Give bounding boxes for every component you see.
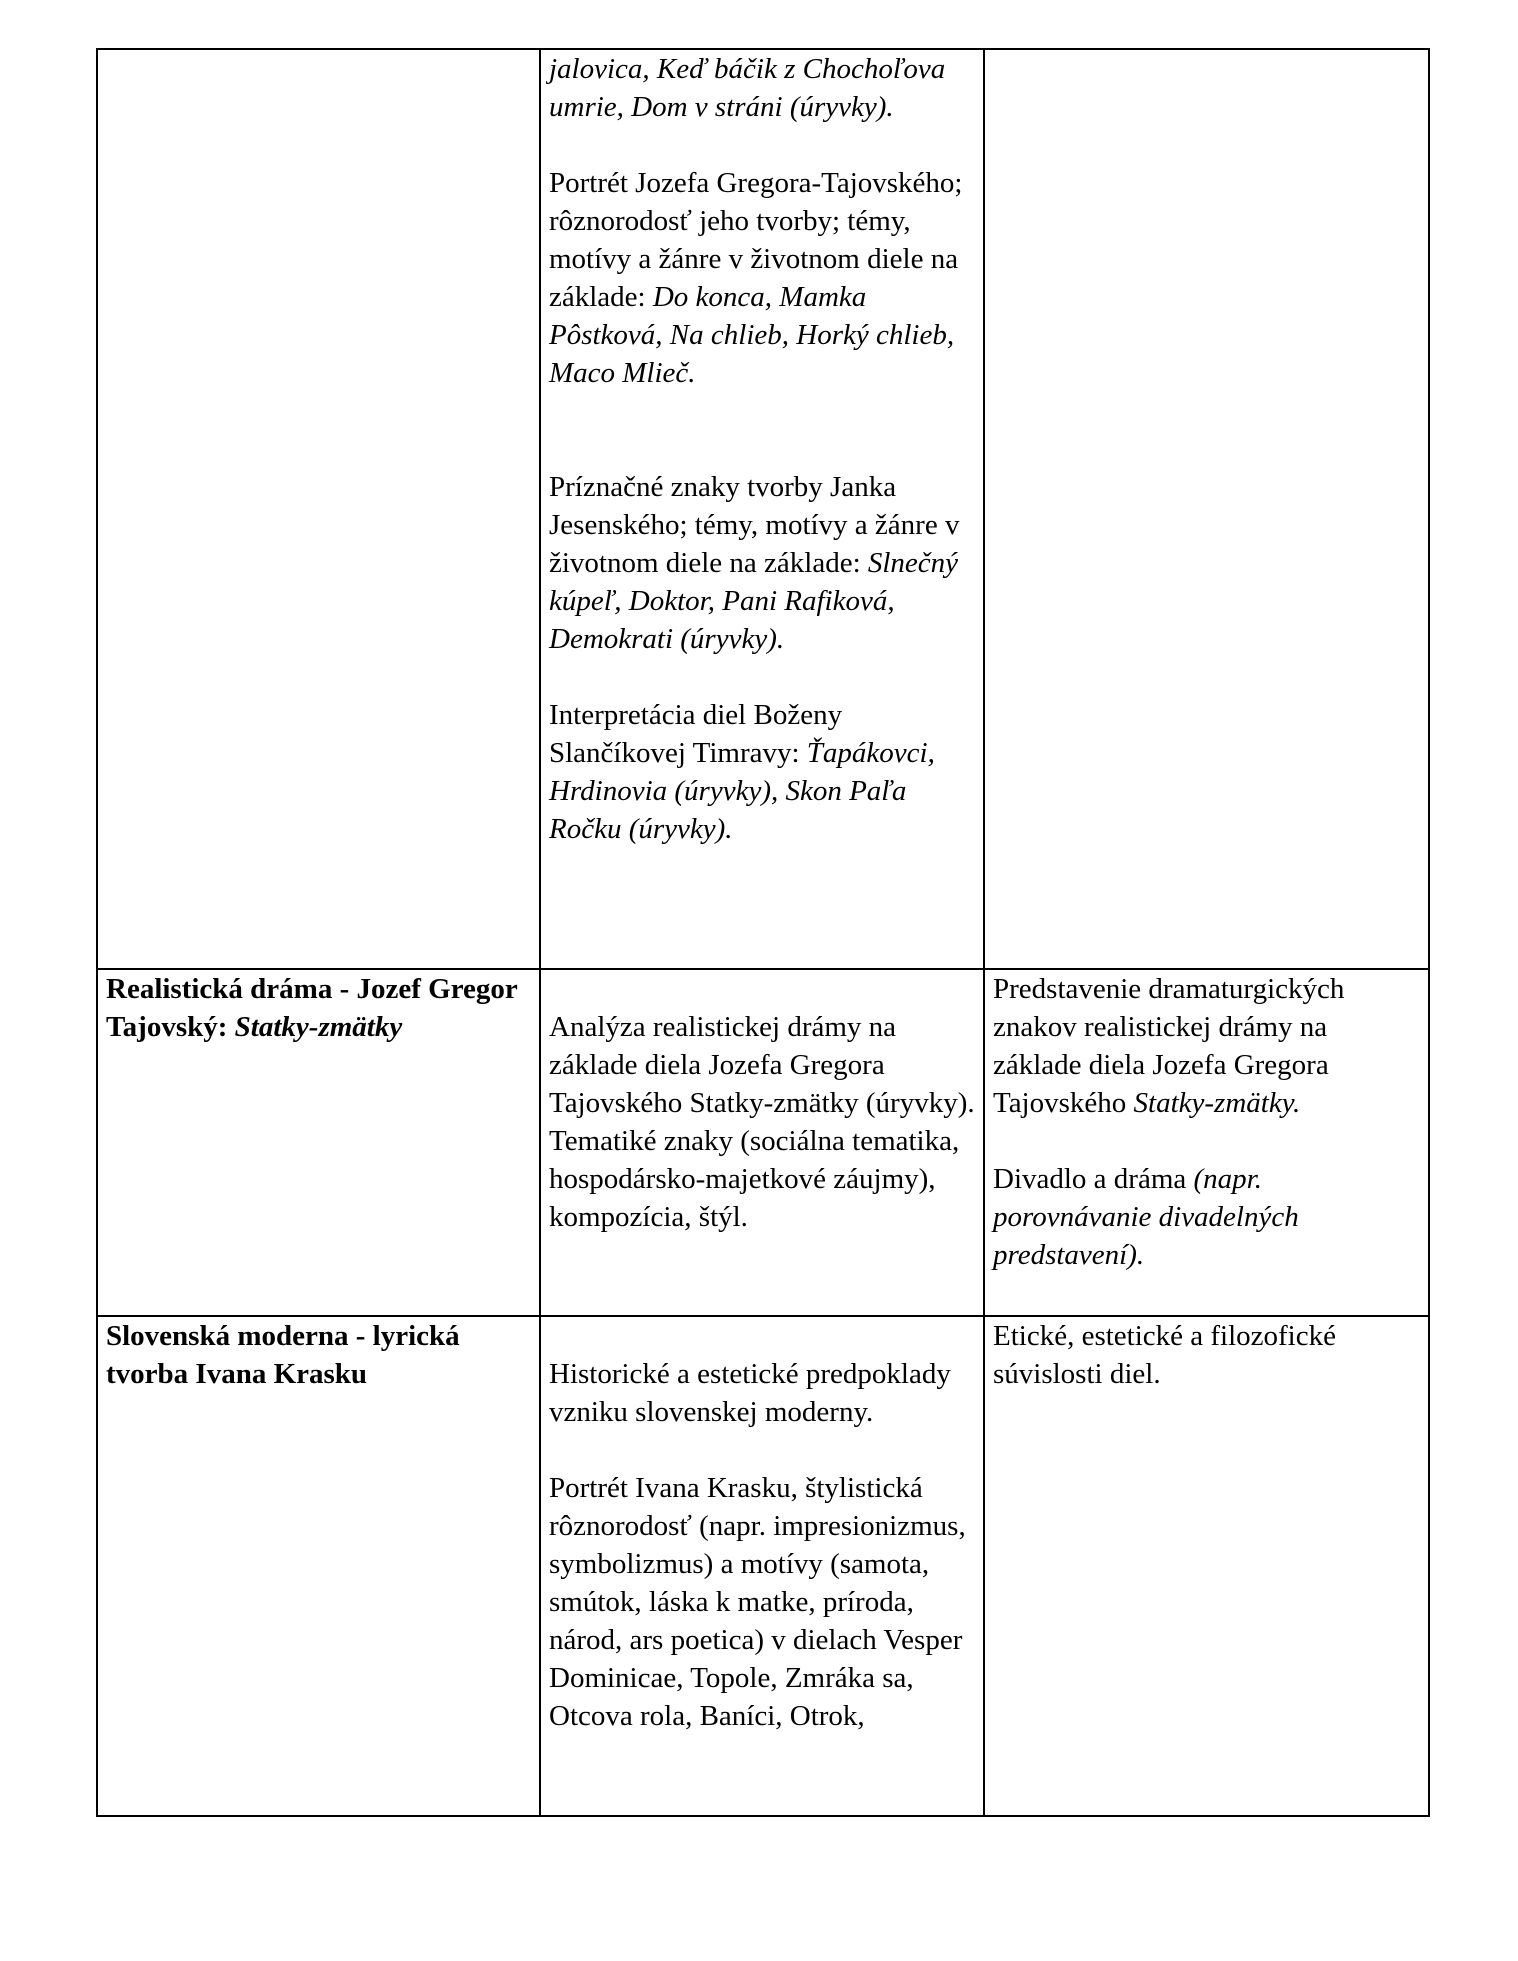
paragraph-text: Portrét Jozefa Gregora-Tajovského; rôznorodosť jeho tvorby; témy, motívy a žánre v životnom diele na základe: (549, 167, 963, 313)
paragraph-krasko: Portrét Ivana Krasku, štylistická rôznorodosť (napr. impresionizmus, symbolizmus) a motívy (samota, smútok, láska k matke, príroda, národ, ars poetica) v dielach Vesper Dominicae, Topole, Zmráka sa, Otcova rola, Baníci, Otrok, (549, 1472, 966, 1732)
paragraph-analysis: Analýza realistickej drámy na základe diela Jozefa Gregora Tajovského Statky-zmätky (úryvky). Tematiké znaky (sociálna tematika, hospodársko-majetkové záujmy), kompozícia, štýl. (549, 1011, 975, 1233)
topic-cell (97, 969, 540, 1316)
topic-title-work: Statky-zmätky (234, 1011, 403, 1043)
curriculum-table (96, 48, 1430, 1817)
paragraph-text: Divadlo a dráma (993, 1163, 1194, 1195)
works-list: Do konca, Mamka Pôstková, Na chlieb, Horký chlieb, Maco Mlieč. (549, 281, 955, 389)
table-row (97, 49, 1429, 969)
table-row (97, 969, 1429, 1316)
paragraph-timrava (549, 696, 977, 848)
paragraph-history: Historické a estetické predpoklady vzniku slovenskej moderny. (549, 1358, 951, 1428)
paragraph-text: Interpretácia diel Boženy Slančíkovej Timravy: (549, 699, 843, 769)
paragraph-tajovsky (549, 164, 977, 392)
topic-cell (97, 49, 540, 969)
paragraph-note: (napr. porovnávanie divadelných predstavení). (993, 1163, 1299, 1271)
paragraph-ethics: Etické, estetické a filozofické súvislosti diel. (993, 1320, 1336, 1390)
works-list: Statky-zmätky. (1133, 1087, 1301, 1119)
works-list: Ťapákovci, Hrdinovia (úryvky), Skon Paľa Ročku (úryvky). (549, 737, 935, 845)
table-row (97, 1316, 1429, 1816)
goals-cell (984, 49, 1429, 969)
topic-title-text: Realistická dráma - Jozef Gregor Tajovský: (106, 973, 518, 1043)
paragraph-text: Príznačné znaky tvorby Janka Jesenského; témy, motívy a žánre v životnom diele na základe: (549, 471, 960, 579)
paragraph-text: Predstavenie dramaturgických znakov realistickej drámy na základe diela Jozefa Gregora Tajovského (993, 973, 1345, 1119)
content-cell (540, 49, 984, 969)
topic-title (106, 970, 533, 1046)
goals-cell (984, 969, 1429, 1316)
works-list: jalovica, Keď báčik z Chochoľova umrie, Dom v stráni (úryvky). (549, 53, 946, 123)
topic-cell (97, 1316, 540, 1816)
topic-title: Slovenská moderna - lyrická tvorba Ivana Krasku (106, 1320, 460, 1390)
works-list: Slnečný kúpeľ, Doktor, Pani Rafiková, Demokrati (úryvky). (549, 547, 959, 655)
goals-cell (984, 1316, 1429, 1816)
content-cell (540, 1316, 984, 1816)
content-cell (540, 969, 984, 1316)
paragraph-jesensky (549, 468, 977, 658)
paragraph-dramaturgy (993, 970, 1422, 1122)
paragraph-theatre (993, 1160, 1422, 1274)
